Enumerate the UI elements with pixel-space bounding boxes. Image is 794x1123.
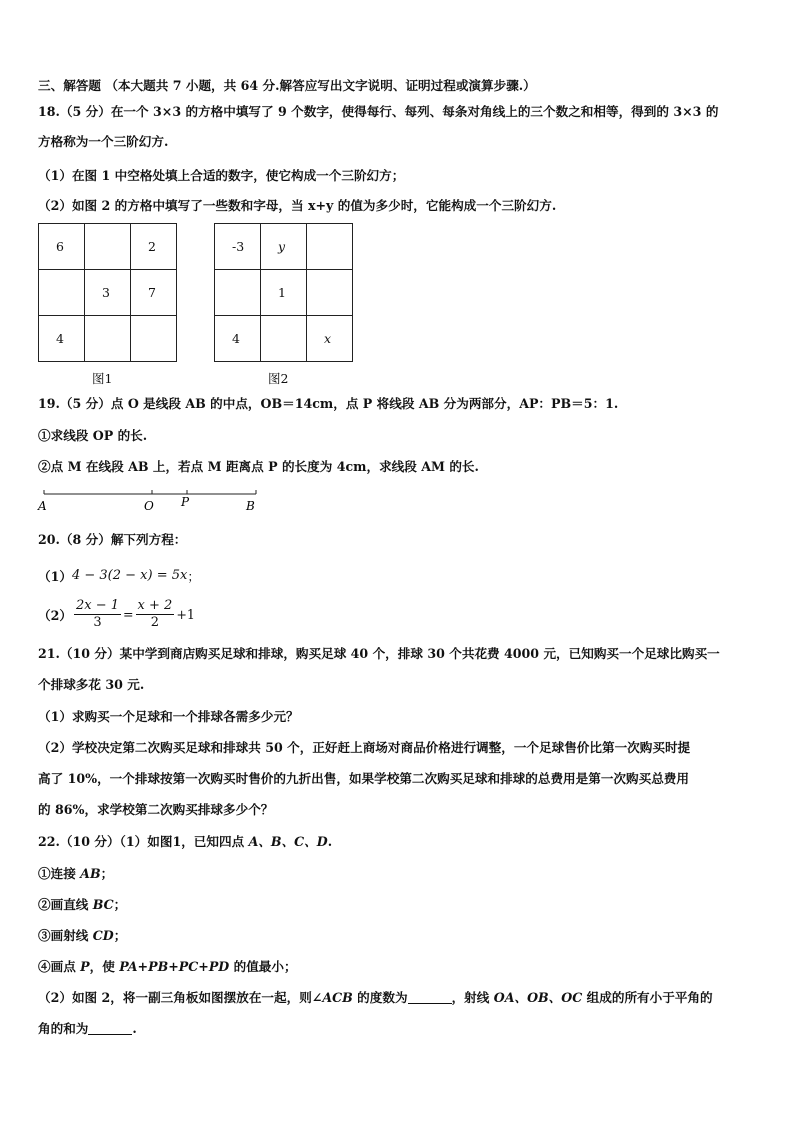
- q22-step2: [38, 897, 126, 913]
- p2-end: .: [132, 1021, 137, 1036]
- eq2-left-den: 3: [93, 615, 102, 630]
- eq2-tail: +1: [176, 607, 195, 622]
- p2-text-d: ，射线: [451, 990, 494, 1005]
- q21-line1: 21.（10 分）某中学到商店购买足球和排球，购买足球 40 个，排球 30 个共花费 4000 元，已知购买一个足球比购买一: [38, 646, 720, 661]
- step3-text: ③画射线: [38, 928, 93, 943]
- q21-line2: 个排球多花 30 元.: [38, 677, 145, 692]
- q22-part2-l2: [38, 1021, 137, 1037]
- step4-end: 的值最小；: [229, 959, 297, 974]
- fig2-cell: 4: [215, 316, 261, 362]
- point-p-label: P: [181, 495, 190, 509]
- q19-part2: ②点 M 在线段 AB 上，若点 M 距离点 P 的长度为 4cm，求线段 AM 的长.: [38, 459, 479, 474]
- step4-point: P: [80, 959, 90, 974]
- q22-part2-l1: [38, 990, 713, 1006]
- p2-text-f: 组成的所有小于平角的: [582, 990, 713, 1005]
- step1-text: ①连接: [38, 866, 81, 881]
- magic-square-fig2: [214, 223, 353, 362]
- q18-part1: （1）在图 1 中空格处填上合适的数字，使它构成一个三阶幻方；: [38, 168, 405, 183]
- q21-part2-l2: 高了 10%，一个排球按第一次购买时售价的九折出售，如果学校第二次购买足球和排球的总费用是第一次购买总费用: [38, 771, 689, 786]
- magic-square-fig1: [38, 223, 177, 362]
- step2-end: ；: [113, 897, 127, 912]
- fig1-cell: 7: [131, 270, 177, 316]
- step4-text2: ，使: [89, 959, 120, 974]
- step2-line: BC: [92, 897, 114, 912]
- q21-part2-l1: （2）学校决定第二次购买足球和排球共 50 个，正好赶上商场对商品价格进行调整，一个足球售价比第一次购买时提: [38, 740, 691, 755]
- fig2-cell: [261, 316, 307, 362]
- step3-end: ；: [113, 928, 127, 943]
- fig1-cell: [131, 316, 177, 362]
- q18-line1: 18.（5 分）在一个 3×3 的方格中填写了 9 个数字，使得每行、每列、每条对角线上的三个数之和相等，得到的 3×3 的: [38, 104, 719, 119]
- q18-part2: （2）如图 2 的方格中填写了一些数和字母，当 x+y 的值为多少时，它能构成一个三阶幻方.: [38, 198, 557, 213]
- fig1-cell: 4: [39, 316, 85, 362]
- eq2-label: （2）: [38, 608, 72, 623]
- p2-rays: OA、OB、OC: [493, 990, 583, 1005]
- q20-eq1: [38, 566, 200, 585]
- fig1-cell: [39, 270, 85, 316]
- step1-end: ；: [100, 866, 114, 881]
- point-o-label: O: [144, 499, 154, 513]
- p2-text-c: 的度数为: [352, 990, 408, 1005]
- fig2-cell: [215, 270, 261, 316]
- point-a-label: A: [38, 499, 47, 513]
- eq1-label: （1）: [38, 569, 72, 584]
- q22-points: A、B、C、D: [248, 834, 328, 849]
- eq2-right-den: 2: [150, 615, 160, 630]
- fig2-cell: y: [261, 224, 307, 270]
- segment-ab-figure: [34, 484, 264, 514]
- q22-line1-text: 22.（10 分）（1）如图1，已知四点: [38, 834, 249, 849]
- answer-blank-sum[interactable]: [88, 1022, 132, 1035]
- q19-line1: 19.（5 分）点 O 是线段 AB 的中点，OB＝14cm，点 P 将线段 AB 分为两部分，AP：PB＝5：1.: [38, 396, 619, 411]
- answer-blank-angle[interactable]: [408, 991, 452, 1004]
- p2-angle: ACB: [322, 990, 353, 1005]
- step3-ray: CD: [92, 928, 114, 943]
- eq2-right-fraction: [136, 598, 175, 631]
- step1-segment: AB: [80, 866, 101, 881]
- fig2-cell: -3: [215, 224, 261, 270]
- p2-text-g: 角的和为: [38, 1021, 89, 1036]
- fig1-cell: [85, 316, 131, 362]
- q22-step3: [38, 928, 126, 944]
- fig2-cell: 1: [261, 270, 307, 316]
- eq1-body: 4 − 3(2 − x) = 5x: [71, 568, 188, 583]
- q19-part1: ①求线段 OP 的长.: [38, 428, 148, 443]
- fig1-caption: 图1: [92, 371, 113, 386]
- fig1-cell: 3: [85, 270, 131, 316]
- p2-text-a: （2）如图 2，将一副三角板如图摆放在一起，则∠: [38, 990, 323, 1005]
- step2-text: ②画直线: [38, 897, 93, 912]
- eq2-right-num: x + 2: [137, 598, 173, 613]
- fig2-cell: [307, 270, 353, 316]
- fig2-caption: 图2: [268, 371, 289, 386]
- fig1-cell: 2: [131, 224, 177, 270]
- eq1-end: ；: [187, 569, 200, 584]
- section-header: 三、解答题 （本大题共 7 小题，共 64 分.解答应写出文字说明、证明过程或演算步骤.）: [38, 78, 536, 93]
- eq2-left-fraction: [74, 598, 121, 631]
- q20-eq2: [38, 598, 195, 631]
- q22-step1: [38, 866, 113, 882]
- fig1-cell: 6: [39, 224, 85, 270]
- step4-text: ④画点: [38, 959, 81, 974]
- step4-expression: PA+PB+PC+PD: [119, 959, 230, 974]
- q18-line2: 方格称为一个三阶幻方.: [38, 134, 169, 149]
- fig2-cell: x: [307, 316, 353, 362]
- q22-line1-end: .: [327, 834, 333, 849]
- point-b-label: B: [246, 499, 255, 513]
- fig1-cell: [85, 224, 131, 270]
- q22-line1: [38, 834, 332, 850]
- q21-part1: （1）求购买一个足球和一个排球各需多少元？: [38, 709, 299, 724]
- eq2-left-num: 2x − 1: [75, 598, 119, 613]
- q21-part2-l3: 的 86%，求学校第二次购买排球多少个？: [38, 802, 274, 817]
- eq2-equals: =: [122, 607, 134, 622]
- q20-line1: 20.（8 分）解下列方程：: [38, 532, 187, 547]
- fig2-cell: [307, 224, 353, 270]
- q22-step4: [38, 959, 297, 975]
